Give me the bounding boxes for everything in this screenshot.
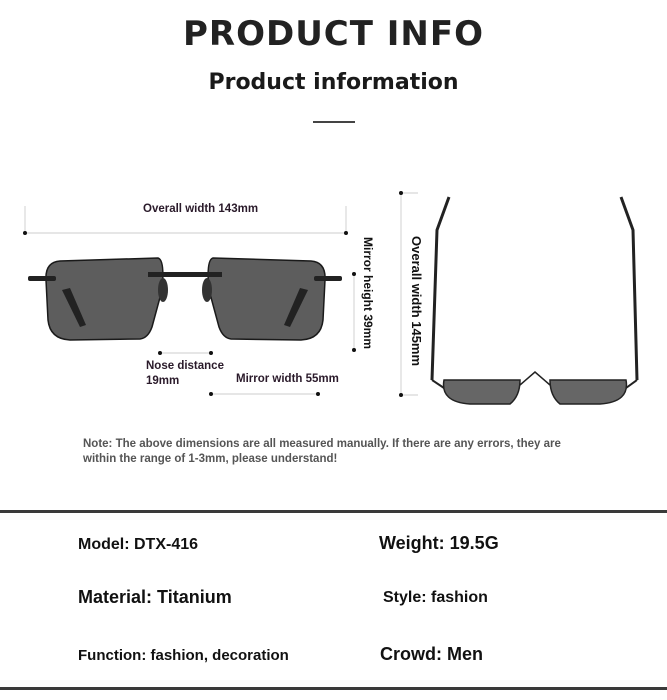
note-line-2: within the range of 1-3mm, please understand! [83, 453, 338, 465]
note-line-1: Note: The above dimensions are all measured manually. If there are any errors, they are [83, 438, 561, 450]
nose-distance-label: Nose distance [146, 360, 224, 372]
overall-width-front-label: Overall width 143mm [143, 203, 259, 215]
mirror-width-label: Mirror width 55mm [236, 373, 339, 385]
spec-crowd: Crowd: Men [380, 644, 483, 664]
nose-distance-value: 19mm [146, 375, 180, 387]
spec-material: Material: Titanium [78, 587, 232, 607]
spec-weight: Weight: 19.5G [379, 533, 499, 553]
spec-style: Style: fashion [383, 589, 488, 606]
page-title: PRODUCT INFO [182, 14, 485, 54]
mirror-height-label: Mirror height 39mm [361, 237, 375, 350]
spec-bottom-divider [0, 687, 667, 690]
top-view-glasses [432, 197, 637, 404]
spec-top-divider [0, 510, 667, 513]
spec-model: Model: DTX-416 [78, 536, 199, 553]
front-view-glasses [28, 258, 342, 340]
page-subtitle: Product information [208, 70, 459, 95]
spec-function: Function: fashion, decoration [78, 647, 289, 664]
overall-width-side-label: Overall width 145mm [409, 236, 424, 367]
